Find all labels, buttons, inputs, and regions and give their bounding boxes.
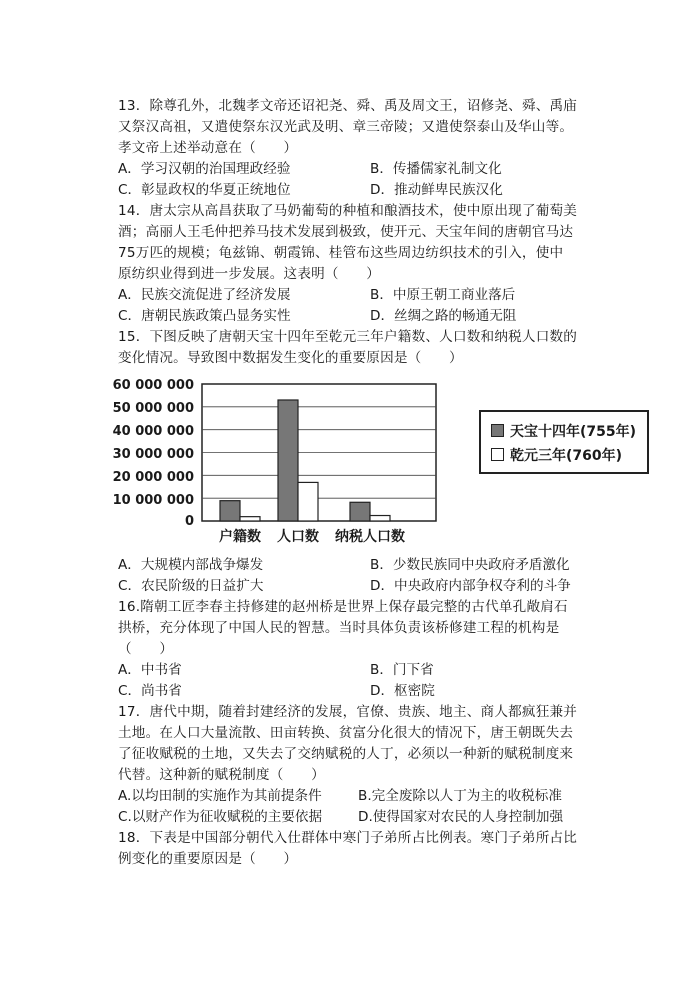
legend-swatch-dark	[491, 424, 504, 437]
y-tick-label: 50 000 000	[112, 401, 194, 416]
q18-line-1: 18．下表是中国部分朝代入仕群体中寒门子弟所占比例表。寒门子弟所占比	[118, 830, 578, 846]
bar-760-0	[240, 517, 260, 521]
q16-line-3: （ ）	[118, 641, 174, 657]
y-tick-label: 30 000 000	[112, 447, 194, 462]
q16-option-b: B．门下省	[370, 662, 434, 678]
legend-label-760: 乾元三年(760年)	[510, 448, 623, 464]
q16-option-d: D．枢密院	[370, 683, 435, 699]
legend-item-760	[491, 445, 622, 465]
q17-line-1: 17．唐代中期，随着封建经济的发展，官僚、贵族、地主、商人都疯狂兼并	[118, 704, 578, 720]
x-axis-labels	[219, 528, 405, 545]
bar-760-1	[298, 482, 318, 521]
q17-line-2: 土地。在人口大量流散、田亩转换、贫富分化很大的情况下，唐王朝既失去	[118, 725, 574, 741]
population-bar-chart	[110, 372, 450, 547]
q14-line-1: 14．唐太宗从高昌获取了马奶葡萄的种植和酿酒技术，使中原出现了葡萄美	[118, 203, 578, 219]
x-tick-label: 人口数	[277, 529, 319, 545]
q17-option-c: C.以财产作为征收赋税的主要依据	[118, 809, 323, 825]
q15-option-c: C．农民阶级的日益扩大	[118, 578, 264, 594]
q15-option-b: B．少数民族同中央政府矛盾激化	[370, 557, 570, 573]
bar-755-1	[278, 400, 298, 521]
q17-option-d: D.使得国家对农民的人身控制加强	[358, 809, 564, 825]
q15-option-a: A．大规模内部战争爆发	[118, 557, 264, 573]
q17-line-3: 了征收赋税的土地，又失去了交纳赋税的人丁，必须以一种新的赋税制度来	[118, 746, 574, 762]
bars	[220, 400, 390, 521]
y-tick-label: 10 000 000	[112, 493, 194, 508]
q13-line-3: 孝文帝上述举动意在（ ）	[118, 140, 298, 156]
q14-line-3: 75万匹的规模；龟兹锦、朝霞锦、桂管布这些周边纺织技术的引入，使中	[118, 245, 564, 261]
y-tick-label: 0	[184, 514, 194, 529]
q14-option-b: B．中原王朝工商业落后	[370, 287, 516, 303]
x-tick-label: 户籍数	[219, 529, 261, 545]
q13-option-d: D．推动鲜卑民族汉化	[370, 182, 503, 198]
q17-line-4: 代替。这种新的赋税制度（ ）	[118, 767, 325, 783]
y-tick-label: 60 000 000	[112, 378, 194, 393]
q14-option-a: A．民族交流促进了经济发展	[118, 287, 291, 303]
q17-option-b: B.完全废除以人丁为主的收税标准	[358, 788, 562, 804]
q13-line-2: 又祭汉高祖，又遣使祭东汉光武及明、章三帝陵；又遣使祭泰山及华山等。	[118, 119, 574, 135]
q14-option-c: C．唐朝民族政策凸显务实性	[118, 308, 291, 324]
legend-swatch-light	[491, 448, 504, 461]
q16-option-c: C．尚书省	[118, 683, 182, 699]
q16-option-a: A．中书省	[118, 662, 182, 678]
y-axis-ticks	[113, 378, 194, 529]
q16-line-1: 16.隋朝工匠李春主持修建的赵州桥是世界上保存最完整的古代单孔敞肩石	[118, 599, 568, 615]
bar-755-2	[350, 502, 370, 521]
q17-option-a: A.以均田制的实施作为其前提条件	[118, 788, 322, 804]
q15-option-d: D．中央政府内部争权夺利的斗争	[370, 578, 571, 594]
q15-line-2: 变化情况。导致图中数据发生变化的重要原因是（ ）	[118, 350, 463, 366]
legend-label-755: 天宝十四年(755年)	[510, 424, 637, 440]
q18-line-2: 例变化的重要原因是（ ）	[118, 851, 298, 867]
gridlines	[202, 407, 436, 498]
x-tick-label: 纳税人口数	[335, 529, 405, 545]
q15-line-1: 15．下图反映了唐朝天宝十四年至乾元三年户籍数、人口数和纳税人口数的	[118, 329, 578, 345]
y-tick-label: 40 000 000	[112, 424, 194, 439]
q13-line-1: 13．除尊孔外，北魏孝文帝还诏祀尧、舜、禹及周文王，诏修尧、舜、禹庙	[118, 98, 578, 114]
bar-755-0	[220, 501, 240, 521]
q16-line-2: 拱桥，充分体现了中国人民的智慧。当时具体负责该桥修建工程的机构是	[118, 620, 560, 636]
q14-line-4: 原纺织业得到进一步发展。这表明（ ）	[118, 266, 381, 282]
legend-item-755	[491, 421, 636, 441]
q14-line-2: 酒；高丽人王毛仲把养马技术发展到极致，使开元、天宝年间的唐朝官马达	[118, 224, 574, 240]
q13-option-b: B．传播儒家礼制文化	[370, 161, 502, 177]
chart-legend	[479, 410, 649, 474]
q13-option-a: A．学习汉朝的治国理政经验	[118, 161, 291, 177]
y-tick-label: 20 000 000	[112, 470, 194, 485]
q14-option-d: D．丝绸之路的畅通无阻	[370, 308, 517, 324]
q13-option-c: C．彰显政权的华夏正统地位	[118, 182, 291, 198]
bar-760-2	[370, 516, 390, 521]
